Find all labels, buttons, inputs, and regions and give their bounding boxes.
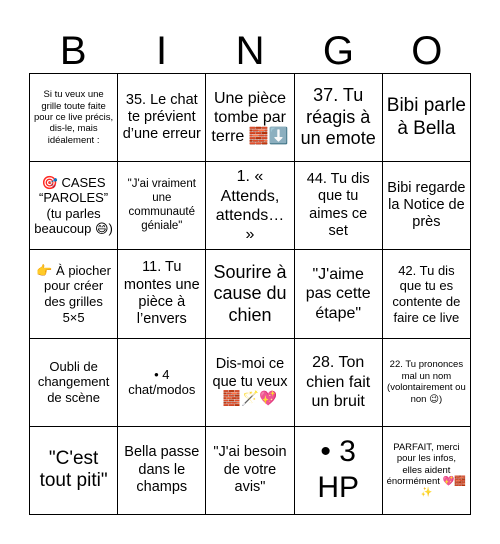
bingo-cell[interactable]: 👉 À piocher pour créer des grilles 5×5 — [30, 250, 118, 338]
bingo-cell[interactable]: • 4 chat/modos — [118, 339, 206, 427]
bingo-cell[interactable]: Bibi parle à Bella — [383, 74, 471, 162]
bingo-cell[interactable]: • 3 HP — [295, 427, 383, 515]
bingo-cell[interactable]: 44. Tu dis que tu aimes ce set — [295, 162, 383, 250]
bingo-cell[interactable]: Une pièce tombe par terre 🧱⬇️ — [206, 74, 294, 162]
header-letter-o: O — [411, 29, 443, 73]
bingo-cell[interactable]: "J'aime pas cette étape" — [295, 250, 383, 338]
bingo-cell[interactable]: Bibi regarde la Notice de près — [383, 162, 471, 250]
bingo-cell[interactable]: "C'est tout piti" — [30, 427, 118, 515]
bingo-cell[interactable]: Sourire à cause du chien — [206, 250, 294, 338]
header-letter-b: B — [59, 29, 87, 73]
bingo-cell[interactable]: 1. « Attends, attends… » — [206, 162, 294, 250]
bingo-cell[interactable]: 🎯 CASES “PAROLES” (tu parles beaucoup 😄) — [30, 162, 118, 250]
bingo-cell[interactable]: 22. Tu prononces mal un nom (volontairement ou non 😉) — [383, 339, 471, 427]
bingo-cell[interactable]: Bella passe dans le champs — [118, 427, 206, 515]
bingo-cell[interactable]: 35. Le chat te prévient d’une erreur — [118, 74, 206, 162]
bingo-cell[interactable]: Dis-moi ce que tu veux 🧱🪄💖 — [206, 339, 294, 427]
header-letter-g: G — [322, 29, 354, 73]
bingo-header — [29, 29, 471, 73]
bingo-cell[interactable]: 42. Tu dis que tu es contente de faire ce live — [383, 250, 471, 338]
bingo-cell[interactable]: 37. Tu réagis à un emote — [295, 74, 383, 162]
header-letter-i: I — [156, 29, 168, 73]
bingo-cell[interactable]: 11. Tu montes une pièce à l’envers — [118, 250, 206, 338]
bingo-cell[interactable]: Si tu veux une grille toute faite pour ce live précis, dis-le, mais idéalement : — [30, 74, 118, 162]
header-letter-n: N — [235, 29, 265, 73]
bingo-cell[interactable]: "J'ai besoin de votre avis" — [206, 427, 294, 515]
bingo-grid — [29, 73, 471, 515]
bingo-cell[interactable]: "J'ai vraiment une communauté géniale" — [118, 162, 206, 250]
bingo-cell[interactable]: PARFAIT, merci pour les infos, elles aident énormément 💖🧱✨ — [383, 427, 471, 515]
bingo-cell[interactable]: Oubli de changement de scène — [30, 339, 118, 427]
bingo-cell[interactable]: 28. Ton chien fait un bruit — [295, 339, 383, 427]
